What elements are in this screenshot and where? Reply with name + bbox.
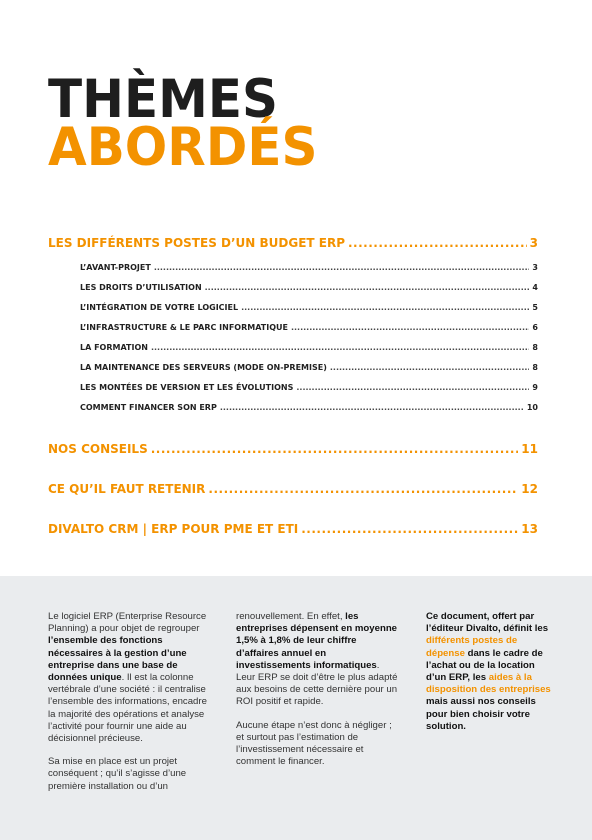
title-line-2: ABORDÉS — [48, 116, 318, 178]
toc-section-retenir[interactable] — [48, 480, 538, 498]
toc-item[interactable] — [48, 378, 538, 398]
toc-leader — [291, 318, 529, 338]
toc-label: LA FORMATION — [80, 343, 148, 352]
intro-text: . Leur ERP se doit d’être le plus adapté aux besoins de cette dernière pour un ROI positif et rapide. — [236, 659, 398, 708]
toc-leader — [241, 298, 529, 318]
intro-paragraph — [236, 611, 401, 709]
title-line-1: THÈMES — [48, 68, 279, 130]
toc-section-divalto[interactable] — [48, 520, 538, 538]
intro-paragraph — [426, 611, 552, 733]
intro-text: dans le cadre de l’achat ou de la location d’un ERP, les — [426, 647, 543, 684]
toc-page: 13 — [521, 522, 538, 536]
toc-item[interactable] — [48, 358, 538, 378]
intro-text: mais aussi nos conseils pour bien choisir votre solution. — [426, 696, 536, 732]
toc-label: LES MONTÉES DE VERSION ET LES ÉVOLUTIONS — [80, 383, 294, 392]
toc-item[interactable] — [48, 338, 538, 358]
intro-emphasis: les entreprises dépensent en moyenne 1,5% à 1,8% de leur chiffre d’affaires annuel en investissements informatiques — [236, 611, 398, 671]
toc-label: LES DROITS D’UTILISATION — [80, 283, 202, 292]
intro-highlight: différents postes de dépense — [426, 635, 518, 659]
intro-column-1 — [48, 611, 216, 804]
toc-label: LES DIFFÉRENTS POSTES D’UN BUDGET ERP — [48, 236, 345, 250]
intro-panel — [0, 576, 592, 840]
toc-leader — [154, 258, 530, 278]
toc-page: 8 — [532, 363, 538, 372]
toc-page: 3 — [532, 263, 538, 272]
intro-emphasis: l’ensemble des fonctions nécessaires à la gestion d’une entreprise dans une base de données unique — [48, 635, 187, 684]
toc-label: L’INTÉGRATION DE VOTRE LOGICIEL — [80, 303, 239, 312]
toc-label: NOS CONSEILS — [48, 442, 148, 456]
intro-text: Ce document, offert par l’éditeur Divalto, définit les — [426, 611, 549, 635]
toc-page: 8 — [532, 343, 538, 352]
toc-item[interactable] — [48, 258, 538, 278]
intro-paragraph: Aucune étape n’est donc à négliger ; et surtout pas l’estimation de l’investissement nécessaire et comment le financer. — [236, 719, 392, 768]
toc-section-conseils[interactable] — [48, 440, 538, 458]
toc-item[interactable] — [48, 298, 538, 318]
toc-item[interactable] — [48, 398, 538, 418]
toc-leader — [208, 480, 518, 498]
toc-leader — [301, 520, 518, 538]
toc-page: 4 — [532, 283, 538, 292]
toc-page: 9 — [532, 383, 538, 392]
toc-leader — [220, 398, 524, 418]
toc-item[interactable] — [48, 278, 538, 298]
toc-page: 10 — [526, 403, 538, 412]
toc-leader — [330, 358, 530, 378]
toc-leader — [296, 378, 529, 398]
toc-leader — [348, 234, 527, 252]
intro-highlight: aides à la disposition des entreprises — [426, 672, 551, 696]
toc-leader — [205, 278, 530, 298]
intro-column-3 — [426, 611, 552, 744]
toc-page: 6 — [532, 323, 538, 332]
page-title — [48, 68, 318, 178]
toc-page: 11 — [521, 442, 538, 456]
intro-paragraph — [48, 611, 216, 745]
toc-item[interactable] — [48, 318, 538, 338]
table-of-contents — [48, 234, 538, 538]
intro-text: renouvellement. En effet, — [236, 611, 346, 622]
toc-section-budget[interactable] — [48, 234, 538, 252]
toc-label: CE QU’IL FAUT RETENIR — [48, 482, 206, 496]
toc-leader — [151, 440, 519, 458]
intro-paragraph: Sa mise en place est un projet conséquent ; qu’il s’agisse d’une première installation ou d’un — [48, 756, 187, 792]
intro-text: Le logiciel ERP (Enterprise Resource Planning) a pour objet de regrouper — [48, 611, 207, 635]
toc-label: DIVALTO CRM | ERP POUR PME ET ETI — [48, 522, 299, 536]
toc-label: L’INFRASTRUCTURE & LE PARC INFORMATIQUE — [80, 323, 288, 332]
intro-text: . Il est la colonne vertébrale d’une société : il centralise l’ensemble des informations, encadre la majorité des opérations et analyse l’activité pour fournir une aide au décisionnel précieuse. — [48, 672, 207, 745]
toc-page: 12 — [521, 482, 538, 496]
intro-column-2 — [236, 611, 401, 779]
toc-label: L’AVANT-PROJET — [80, 263, 151, 272]
toc-label: COMMENT FINANCER SON ERP — [80, 403, 217, 412]
toc-label: LA MAINTENANCE DES SERVEURS (MODE ON-PREMISE) — [80, 363, 327, 372]
toc-page: 3 — [529, 236, 538, 250]
toc-page: 5 — [532, 303, 538, 312]
toc-leader — [151, 338, 529, 358]
